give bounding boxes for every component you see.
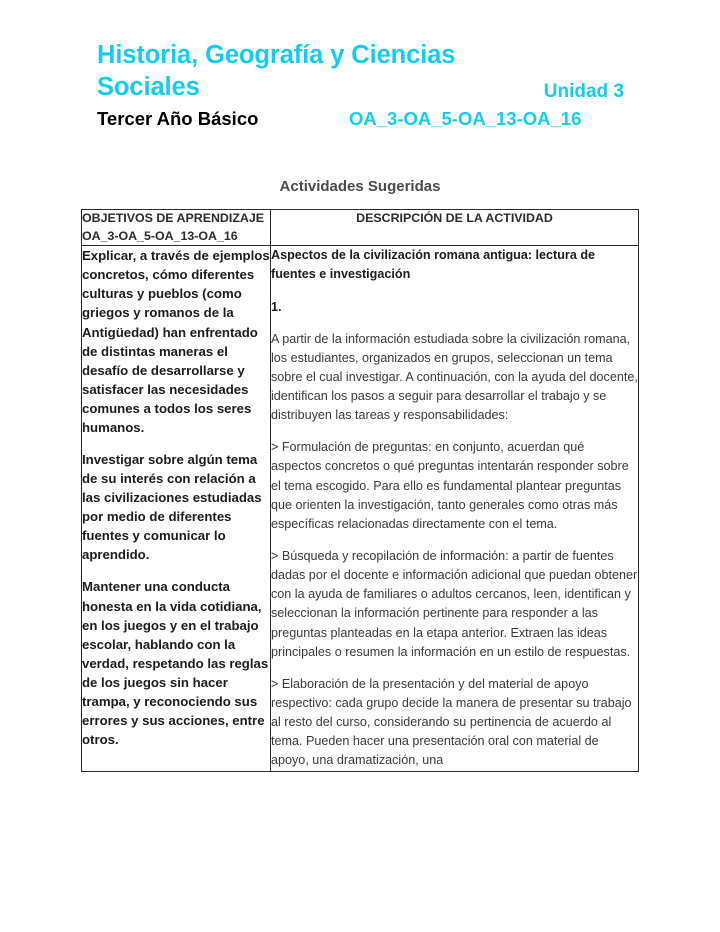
activity-paragraph: A partir de la información estudiada sobre la civilización romana, los estudiantes, organizados en grupos, seleccionan un tema sobre el cual investigar. A continuación, con la ayuda del docente, identifican los pasos a seguir para desarrollar el trabajo y se distribuyen las tareas y responsabilidades: [271, 331, 638, 423]
document-header [97, 40, 639, 134]
table-header-row [82, 210, 639, 246]
activity-number: 1. [271, 299, 282, 314]
activity-paragraph: > Búsqueda y recopilación de información: a partir de fuentes dadas por el docente e información adicional que puedan obtener con la ayuda de familiares o adultos cercanos, leen, identifican y seleccionan la información pertinente para responder a las preguntas planteadas en la etapa anterior. Extraen las ideas principales o resumen la información en un estilo de respuestas. [271, 549, 638, 659]
activity-paragraph: > Formulación de preguntas: en conjunto, acuerdan qué aspectos concretos o qué preguntas intentarán responder sobre el tema escogido. Para ello es fundamental plantear preguntas que orienten la investigación, tanto generales como otras más específicas relacionadas directamente con el tema. [271, 440, 629, 531]
section-title: Actividades Sugeridas [279, 178, 441, 195]
activity-heading: Aspectos de la civilización romana antigua: lectura de fuentes e investigación [271, 248, 596, 282]
grade-label: Tercer Año Básico [97, 107, 259, 129]
cell-activity-description [271, 246, 639, 771]
unit-label: Unidad 3 [543, 81, 624, 102]
table-row [82, 246, 639, 771]
objective-item: Investigar sobre algún tema de su interés con relación a las civilizaciones estudiadas por medio de diferentes fuentes y comunicar lo aprendido. [82, 452, 262, 563]
column-header-objectives: OBJETIVOS DE APRENDIZAJE OA_3-OA_5-OA_13-OA_16 [82, 210, 271, 246]
oa-codes-label: OA_3-OA_5-OA_13-OA_16 [349, 107, 582, 129]
activity-paragraph: > Elaboración de la presentación y del material de apoyo respectivo: cada grupo decide la manera de presentar su trabajo al resto del curso, considerando su pertinencia de acuerdo al tema. Pueden hacer una presentación oral con material de apoyo, una dramatización, una [271, 676, 632, 768]
column-header-description: DESCRIPCIÓN DE LA ACTIVIDAD [271, 210, 639, 246]
activities-table [81, 209, 639, 772]
cell-learning-objectives [82, 246, 271, 771]
header-grade-row [97, 108, 639, 134]
subject-title: Historia, Geografía y Ciencias Sociales [97, 41, 456, 101]
header-title-row [97, 40, 639, 104]
objective-item: Explicar, a través de ejemplos concretos, cómo diferentes culturas y pueblos (como griegos y romanos de la Antigüedad) han enfrentado de distintas maneras el desafío de desarrollarse y satisfacer las necesidades comunes a todos los seres humanos. [82, 248, 270, 435]
objective-item: Mantener una conducta honesta en la vida cotidiana, en los juegos y en el trabajo escolar, hablando con la verdad, respetando las reglas de los juegos sin hacer trampa, y reconociendo sus errores y sus acciones, entre otros. [82, 579, 269, 748]
